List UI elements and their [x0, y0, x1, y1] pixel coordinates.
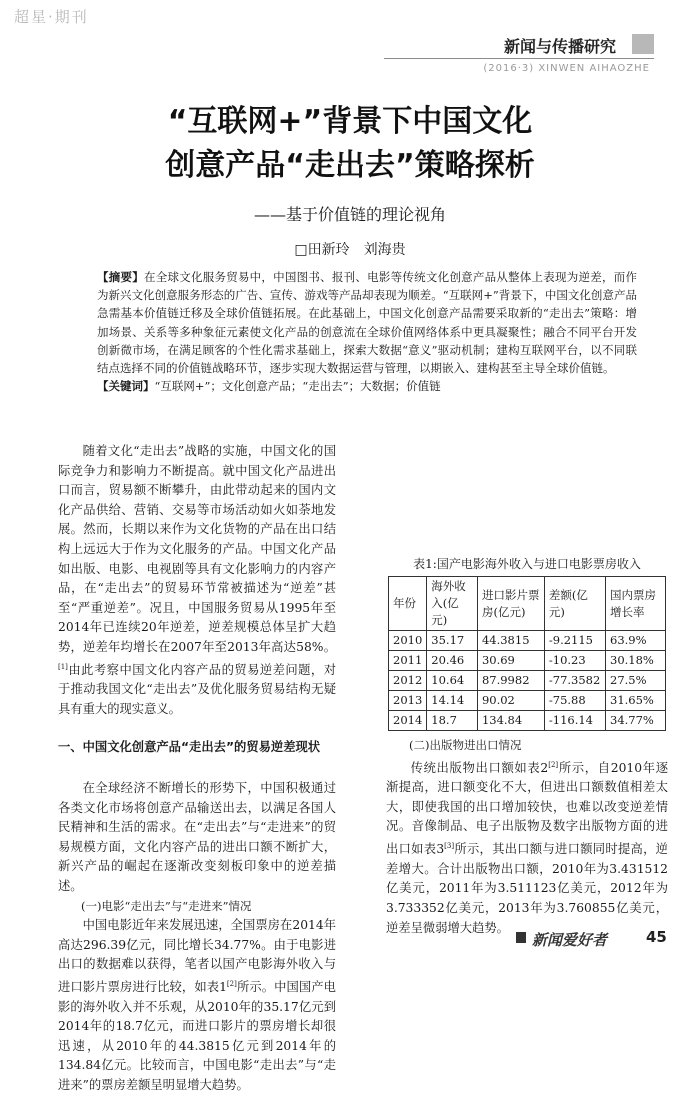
- header-cell: 差额(亿元): [544, 577, 605, 631]
- table-cell: -10.23: [544, 651, 605, 671]
- table-cell: 134.84: [477, 711, 544, 731]
- header-cell: 国内票房增长率: [606, 577, 666, 631]
- header-cell: 进口影片票房(亿元): [477, 577, 544, 631]
- subsection-heading-publishing: (二)出版物进出口情况: [409, 738, 522, 752]
- citation-4: [3]: [444, 842, 455, 851]
- table-row: [389, 651, 666, 671]
- table-row: [389, 691, 666, 711]
- authors: □田新玲 刘海贵: [294, 242, 406, 258]
- citation-1: [1]: [58, 662, 68, 671]
- abstract-paragraph: [97, 268, 637, 377]
- table-cell: 63.9%: [606, 631, 666, 651]
- header-rule: [384, 58, 654, 59]
- table-cell: 30.18%: [606, 651, 666, 671]
- table-cell: 27.5%: [606, 671, 666, 691]
- title-line-2: 创意产品“走出去”策略探析: [165, 148, 535, 183]
- film-revenue-table: [388, 576, 666, 731]
- brand-watermark: 超星·期刊: [14, 8, 89, 26]
- table-cell: -9.2115: [544, 631, 605, 651]
- title-line-1: “互联网+”背景下中国文化: [167, 104, 533, 139]
- table-cell: -77.3582: [544, 671, 605, 691]
- table-row: [389, 711, 666, 731]
- left-column: [58, 442, 336, 1096]
- section-marker: [632, 34, 654, 54]
- table-cell: 90.02: [477, 691, 544, 711]
- header-cell: 年份: [389, 577, 427, 631]
- table-cell: 2011: [389, 651, 427, 671]
- table-cell: 14.14: [427, 691, 478, 711]
- issue-info: (2016·3) XINWEN AIHAOZHE: [483, 63, 650, 74]
- table-cell: 2014: [389, 711, 427, 731]
- right-column-lower: [386, 736, 668, 938]
- table-caption: 表1:国产电影海外收入与进口电影票房收入: [413, 557, 641, 571]
- article-subtitle: ——基于价值链的理论视角: [253, 205, 446, 224]
- table-cell: 87.9982: [477, 671, 544, 691]
- journal-section: 新闻与传播研究: [503, 37, 616, 56]
- section-heading-1: 一、中国文化创意产品“走出去”的贸易逆差现状: [58, 740, 321, 755]
- table-cell: 35.17: [427, 631, 478, 651]
- table-cell: 34.77%: [606, 711, 666, 731]
- keywords-label: 【关键词】: [97, 379, 155, 394]
- table-cell: 2012: [389, 671, 427, 691]
- abstract-text: 在全球文化服务贸易中，中国图书、报刊、电影等传统文化创意产品从整体上表现为逆差，而作为新兴文化创意服务形态的广告、宣传、游戏等产品却表现为顺差。“互联网+”背景下，中国文化创意产品急需基本价值链迁移及全球价值链拓展。在此基础上，中国文化创意产品需要采取新的“走出去”策略：增加场景、关系等多种象征元素使文化产品的创意流在全球价值网络体系中更具凝聚性；融合不同平台开发创新微市场，在满足顾客的个性化需求基础上，探索大数据“意义”驱动机制；建构互联网平台，以不同联结点选择不同的价值链战略环节，逐步实现大数据运营与管理，以期嵌入、建构甚至主导全球价值链。: [97, 270, 638, 376]
- magazine-name: 新闻爱好者: [532, 931, 608, 949]
- table-cell: 18.7: [427, 711, 478, 731]
- abstract: [97, 268, 637, 395]
- article-title: [0, 100, 700, 188]
- paragraph-publishing: 传统出版物出口额如表2[2]所示，自2010年逐渐提高，进口额变化不大，但进出口额数值相差太大，即使我国的出口增加较快，也难以改变逆差情况。音像制品、电子出版物及数字出版物方面的进出口如表3[3]所示，其出口额与进口额同时提高，逆差增大。合计出版物出口额，2010年为3.431512亿美元，2011年为3.511123亿美元，2012年为3.733352亿美元，2013年为3.760855亿美元，逆差呈微弱增大趋势。: [386, 760, 668, 935]
- table-row: [389, 671, 666, 691]
- paragraph-film: 中国电影近年来发展迅速，全国票房在2014年高达296.39亿元，同比增长34.77%。由于电影进出口的数据难以获得，笔者以国产电影海外收入与进口影片票房进行比较，如表1[2]所示。中国国产电影的海外收入并不乐观，从2010年的35.17亿元到2014年的18.7亿元，而进口影片的票房增长却很迅速，从2010年的44.3815亿元到2014年的134.84亿元。比较而言，中国电影“走出去”与“走进来”的票房差额呈明显增大趋势。: [58, 918, 336, 1092]
- table-cell: 20.46: [427, 651, 478, 671]
- header-cell: 海外收入(亿元): [427, 577, 478, 631]
- citation-2: [2]: [226, 979, 237, 988]
- subsection-heading-film: (一)电影“走出去”与“走进来”情况: [81, 898, 252, 913]
- table-header-row: [389, 577, 666, 631]
- keywords-text: “互联网+”；文化创意产品；“走出去”；大数据；价值链: [154, 379, 441, 394]
- citation-3: [2]: [548, 760, 559, 769]
- table-cell: -116.14: [544, 711, 605, 731]
- paragraph-intro: 随着文化“走出去”战略的实施，中国文化的国际竞争力和影响力不断提高。就中国文化产品进出口而言，贸易额不断攀升，由此带动起来的国内文化产品供给、营销、交易等市场活动如火如荼地发展。然而，长期以来作为文化货物的产品在出口结构上远远大于作为文化服务的产品。中国文化产品如出版、电影、电视剧等具有文化影响力的内容产品，在“走出去”的贸易环节常被描述为“逆差”甚至“严重逆差”。况且，中国服务贸易从1995年至2014年已连续20年逆差，逆差规模总体呈扩大趋势，逆差年均增长在2007年至2013年高达58%。[1]由此考察中国文化内容产品的贸易逆差问题，对于推动我国文化“走出去”及优化服务贸易结构无疑具有重大的现实意义。: [58, 444, 336, 716]
- table-cell: 2013: [389, 691, 427, 711]
- table-cell: 2010: [389, 631, 427, 651]
- abstract-label: 【摘要】: [97, 270, 144, 284]
- table-cell: 44.3815: [477, 631, 544, 651]
- page-number: 45: [646, 928, 667, 946]
- table-cell: -75.88: [544, 691, 605, 711]
- footer-square-icon: [516, 932, 526, 943]
- table-row: [389, 631, 666, 651]
- table-cell: 31.65%: [606, 691, 666, 711]
- table-cell: 30.69: [477, 651, 544, 671]
- keywords: [97, 377, 637, 395]
- paragraph-trade: 在全球经济不断增长的形势下，中国积极通过各类文化市场将创意产品输送出去，以满足各国人民精神和生活的需求。在“走出去”与“走进来”的贸易规模方面，文化内容产品的进出口额不断扩大，新兴产品的崛起在逐渐改变刻板印象中的逆差描述。: [58, 781, 336, 893]
- table-cell: 10.64: [427, 671, 478, 691]
